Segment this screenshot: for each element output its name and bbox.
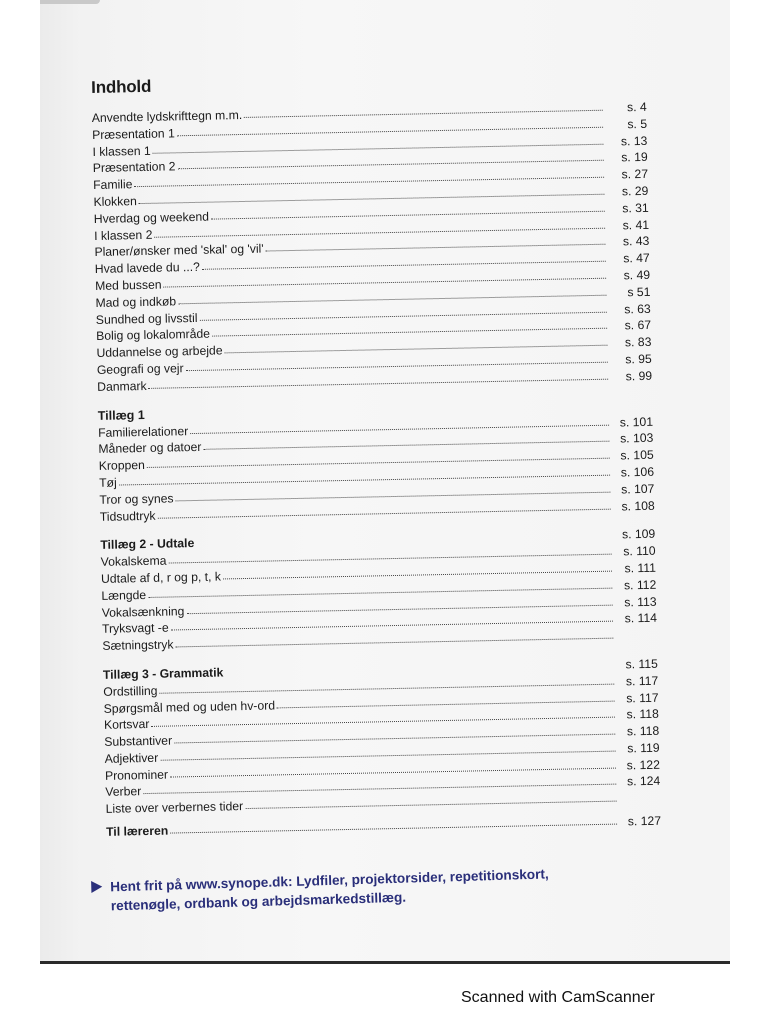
toc-label: Danmark — [97, 378, 147, 394]
toc-section-tillaeg-1 — [98, 396, 655, 525]
toc-page-ref — [619, 802, 661, 803]
toc-page-ref: s. 105 — [620, 447, 654, 463]
toc-page-ref: s. 101 — [619, 414, 654, 430]
toc-label: Udtale af d, r og p, t, k — [100, 569, 222, 586]
toc-label: Præsentation 1 — [91, 126, 175, 142]
toc-page-ref: s. 114 — [624, 611, 658, 626]
toc-page-ref: s. 122 — [626, 757, 661, 773]
toc-label: Til læreren — [105, 823, 169, 839]
toc-label: Familierelationer — [97, 423, 189, 440]
toc-page-ref: s. 124 — [626, 774, 661, 789]
toc-page-ref: s. 47 — [623, 250, 650, 266]
toc-page-ref: s. 67 — [624, 318, 652, 333]
toc-page-ref: s. 108 — [621, 498, 655, 513]
dot-leader — [225, 657, 614, 675]
toc-page-ref: s. 113 — [624, 594, 657, 609]
toc-page-ref: s. 110 — [623, 543, 656, 559]
dot-leader — [170, 814, 617, 834]
toc-section-tillaeg-2 — [100, 526, 657, 655]
toc-page-ref: s. 19 — [621, 150, 648, 165]
toc-label: Med bussen — [95, 277, 162, 293]
toc-page-ref: s. 106 — [620, 464, 655, 480]
toc-label: I klassen 1 — [92, 143, 151, 159]
toc-page-ref: s. 49 — [623, 267, 651, 283]
toc-page-ref: s. 43 — [622, 234, 650, 249]
toc-page-ref: s. 109 — [621, 527, 656, 542]
toc-page-ref: s. 31 — [622, 200, 649, 216]
toc-page-ref: s. 107 — [621, 481, 655, 497]
toc-page-ref: s. 4 — [626, 99, 647, 115]
toc-label: Sætningstryk — [102, 637, 174, 653]
arrow-right-icon — [91, 881, 102, 893]
toc-page-ref: s. 63 — [624, 301, 651, 316]
toc-page-ref: s. 117 — [626, 690, 659, 705]
toc-label: Hverdag og weekend — [93, 209, 210, 226]
toc-label: Bolig og lokalområde — [96, 327, 211, 344]
page-bottom-edge — [40, 961, 730, 964]
toc-page-ref: s. 29 — [621, 183, 649, 199]
page-corner-shadow — [40, 0, 100, 4]
toc-label: Tøj — [98, 475, 117, 490]
toc-page-ref: s. 115 — [625, 656, 659, 672]
toc-page-ref: s. 5 — [627, 116, 648, 132]
toc-title: Indhold — [91, 76, 152, 97]
toc-label: Tror og synes — [99, 491, 174, 507]
download-note-line-1: Hent frit på www.synope.dk: Lydfiler, projektorsider, repetitionskort, — [110, 866, 549, 895]
scanner-watermark: Scanned with CamScanner — [461, 989, 655, 1006]
toc-page-ref: s. 118 — [626, 723, 660, 739]
toc-label: Spørgsmål med og uden hv-ord — [103, 697, 276, 716]
toc-label: Kroppen — [98, 458, 145, 474]
toc-page-ref: s. 95 — [625, 351, 652, 367]
toc-label: Verber — [105, 784, 142, 800]
toc-section-tillaeg-3 — [103, 656, 661, 818]
toc-label: I klassen 2 — [94, 227, 153, 243]
toc-label: Længde — [101, 587, 147, 603]
toc-label: Præsentation 2 — [92, 159, 176, 176]
toc-page-ref — [615, 639, 657, 640]
toc-page-ref: s. 127 — [627, 813, 662, 829]
toc-page-ref: s. 111 — [624, 560, 657, 576]
toc-label: Uddannelse og arbejde — [96, 343, 223, 361]
toc-label: Hvad lavede du ...? — [94, 260, 200, 277]
section-heading: Tillæg 3 - Grammatik — [102, 665, 224, 682]
toc-label: Vokalskema — [100, 553, 167, 570]
toc-page-ref: s. 41 — [622, 217, 650, 232]
toc-page-ref: s. 117 — [625, 673, 659, 689]
toc-label: Tryksvagt -e — [101, 620, 169, 637]
toc-page-ref: s. 99 — [625, 368, 653, 384]
toc-label: Pronominer — [104, 767, 169, 783]
toc-page-ref: s. 119 — [627, 740, 660, 756]
toc-page-ref: s. 27 — [621, 167, 649, 182]
download-note-line-2: rettenøgle, ordbank og arbejdsmarkedstillæg. — [110, 889, 407, 914]
toc-label: Kortsvar — [103, 717, 150, 733]
toc-label: Ordstilling — [103, 683, 158, 699]
toc-label: Familie — [93, 177, 133, 193]
toc-label: Geografi og vejr — [96, 361, 184, 377]
toc-page-ref: s 51 — [627, 284, 651, 300]
toc-label: Vokalsænkning — [101, 603, 185, 620]
toc-label: Planer/ønsker med 'skal' og 'vil' — [94, 241, 264, 260]
section-heading: Tillæg 2 - Udtale — [100, 536, 195, 553]
toc-page-ref: s. 118 — [626, 707, 660, 722]
toc-page-ref: s. 13 — [620, 133, 648, 148]
toc-main-list — [92, 99, 653, 396]
toc-label: Måneder og datoer — [98, 440, 202, 457]
dot-leader — [196, 527, 611, 545]
toc-label: Klokken — [93, 194, 137, 209]
toc-page-ref: s. 112 — [623, 577, 657, 593]
toc-label: Liste over verbernes tider — [105, 799, 244, 817]
dot-leader — [244, 100, 603, 118]
background — [0, 0, 40, 965]
toc-label: Tidsudtryk — [99, 508, 156, 524]
toc-page-ref: s. 103 — [620, 431, 654, 446]
toc-label: Sundhed og livsstil — [95, 310, 198, 327]
toc-label: Mad og indkøb — [95, 294, 177, 310]
toc-page-ref: s. 83 — [624, 334, 652, 350]
toc-label: Adjektiver — [104, 750, 159, 766]
toc-label: Substantiver — [104, 733, 173, 749]
toc-label: Anvendte lydskrifttegn m.m. — [91, 107, 243, 125]
section-heading: Tillæg 1 — [97, 407, 145, 423]
table-of-contents — [91, 67, 661, 841]
